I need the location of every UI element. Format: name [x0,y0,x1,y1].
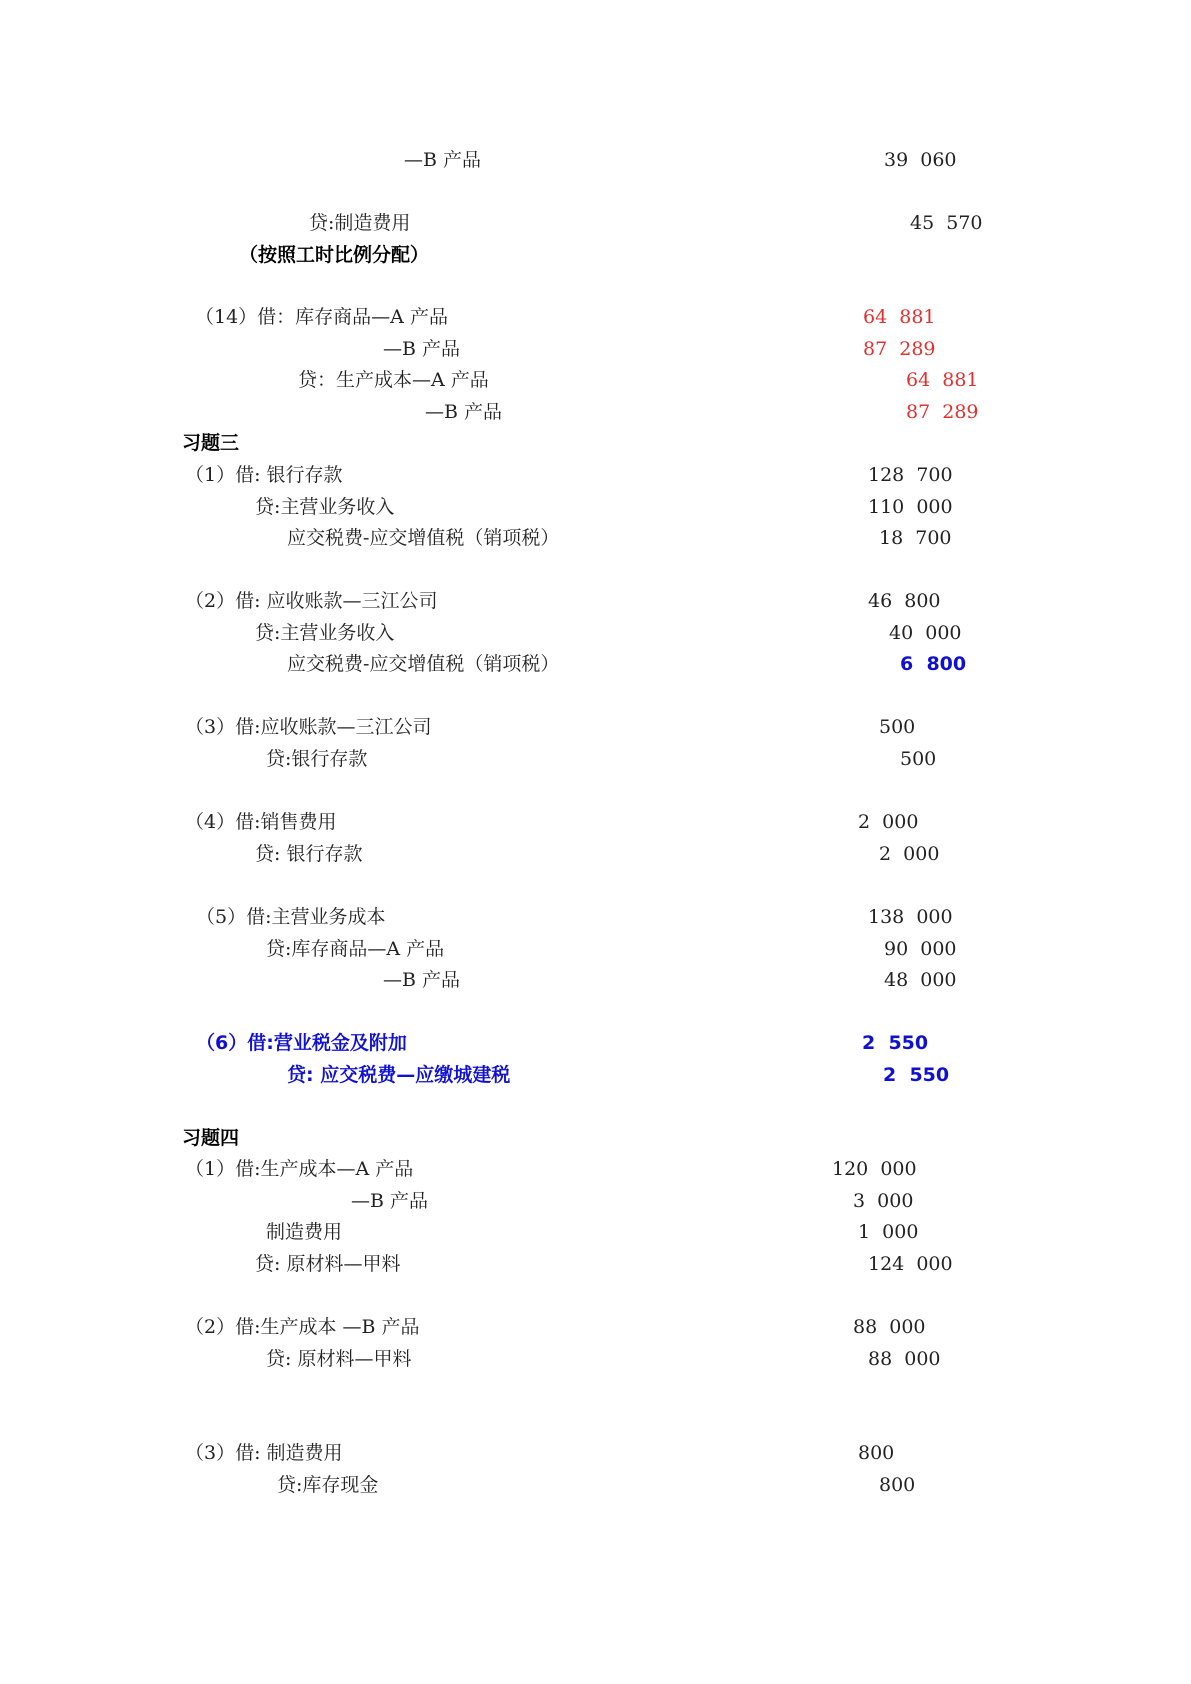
exercise-3-heading: 习题三 [182,432,240,454]
ex4-e1-debit-overhead: 制造费用 [266,1221,343,1243]
ex3-e5-credit-a-amount: 90 000 [884,938,957,960]
ex3-e5-credit-a: 贷:库存商品—A 产品 [266,938,445,960]
e14-debit-b-amount: 87 289 [863,338,936,360]
ex4-e1-debit-a: （1）借:生产成本—A 产品 [185,1158,414,1180]
ex3-e5-debit-amount: 138 000 [868,906,953,928]
ex3-e3-credit-amount: 500 [900,748,937,770]
ex3-e2-credit-vat-amount: 6 800 [900,653,967,675]
ex4-e1-debit-a-amount: 120 000 [832,1158,917,1180]
ex3-e3-credit: 贷:银行存款 [266,748,368,770]
e14-credit-b-amount: 87 289 [906,401,979,423]
ex4-e2-credit-amount: 88 000 [868,1348,941,1370]
ex3-e2-credit-revenue: 贷:主营业务收入 [255,622,395,644]
ex3-e5-debit: （5）借:主营业务成本 [196,906,386,928]
ex3-e4-credit-amount: 2 000 [879,843,940,865]
ex4-e1-debit-b: —B 产品 [351,1190,429,1212]
e14-debit-a-amount: 64 881 [863,306,936,328]
ex4-e1-debit-overhead-amount: 1 000 [858,1221,919,1243]
allocation-note: （按照工时比例分配） [239,244,430,266]
ex4-e2-debit: （2）借:生产成本 —B 产品 [185,1316,420,1338]
ex3-e2-credit-revenue-amount: 40 000 [889,622,962,644]
e14-credit-b: —B 产品 [425,401,503,423]
ex4-e1-credit-amount: 124 000 [868,1253,953,1275]
exercise-4-heading: 习题四 [182,1127,240,1149]
ex4-e2-credit: 贷: 原材料—甲料 [266,1348,412,1370]
ex3-e2-credit-vat: 应交税费-应交增值税（销项税） [287,653,560,675]
ex3-e1-debit-amount: 128 700 [868,464,953,486]
e14-debit-b: —B 产品 [383,338,461,360]
ex3-e1-credit-revenue-amount: 110 000 [868,496,953,518]
ex3-e6-credit-amount: 2 550 [883,1064,950,1086]
ex4-e3-debit-amount: 800 [858,1442,895,1464]
e14-credit-a-amount: 64 881 [906,369,979,391]
ex3-e6-debit: （6）借:营业税金及附加 [196,1032,407,1054]
ex3-e4-debit-amount: 2 000 [858,811,919,833]
ex3-e4-credit: 贷: 银行存款 [255,843,363,865]
credit-manufacturing-overhead-amount: 45 570 [910,212,983,234]
ex3-e3-debit: （3）借:应收账款—三江公司 [185,716,432,738]
ex3-e5-credit-b: —B 产品 [383,969,461,991]
ex3-e5-credit-b-amount: 48 000 [884,969,957,991]
e14-debit-a: （14）借：库存商品—A 产品 [195,306,448,328]
b-product-subaccount: —B 产品 [404,149,482,171]
ex4-e2-debit-amount: 88 000 [853,1316,926,1338]
ex3-e1-debit: （1）借: 银行存款 [185,464,343,486]
ex3-e6-debit-amount: 2 550 [862,1032,929,1054]
ex3-e1-credit-revenue: 贷:主营业务收入 [255,496,395,518]
ex3-e4-debit: （4）借:销售费用 [185,811,337,833]
ex4-e1-credit: 贷: 原材料—甲料 [255,1253,401,1275]
ex3-e6-credit: 贷: 应交税费—应缴城建税 [287,1064,511,1086]
ex3-e1-credit-vat-amount: 18 700 [879,527,952,549]
ex4-e1-debit-b-amount: 3 000 [853,1190,914,1212]
b-product-amount: 39 060 [884,149,957,171]
ex3-e1-credit-vat: 应交税费-应交增值税（销项税） [287,527,560,549]
ex4-e3-credit-amount: 800 [879,1474,916,1496]
ex4-e3-debit: （3）借: 制造费用 [185,1442,343,1464]
ex3-e2-debit-amount: 46 800 [868,590,941,612]
ex4-e3-credit: 贷:库存现金 [277,1474,379,1496]
e14-credit-a: 贷：生产成本—A 产品 [298,369,489,391]
ex3-e2-debit: （2）借: 应收账款—三江公司 [185,590,438,612]
credit-manufacturing-overhead: 贷:制造费用 [309,212,411,234]
ex3-e3-debit-amount: 500 [879,716,916,738]
